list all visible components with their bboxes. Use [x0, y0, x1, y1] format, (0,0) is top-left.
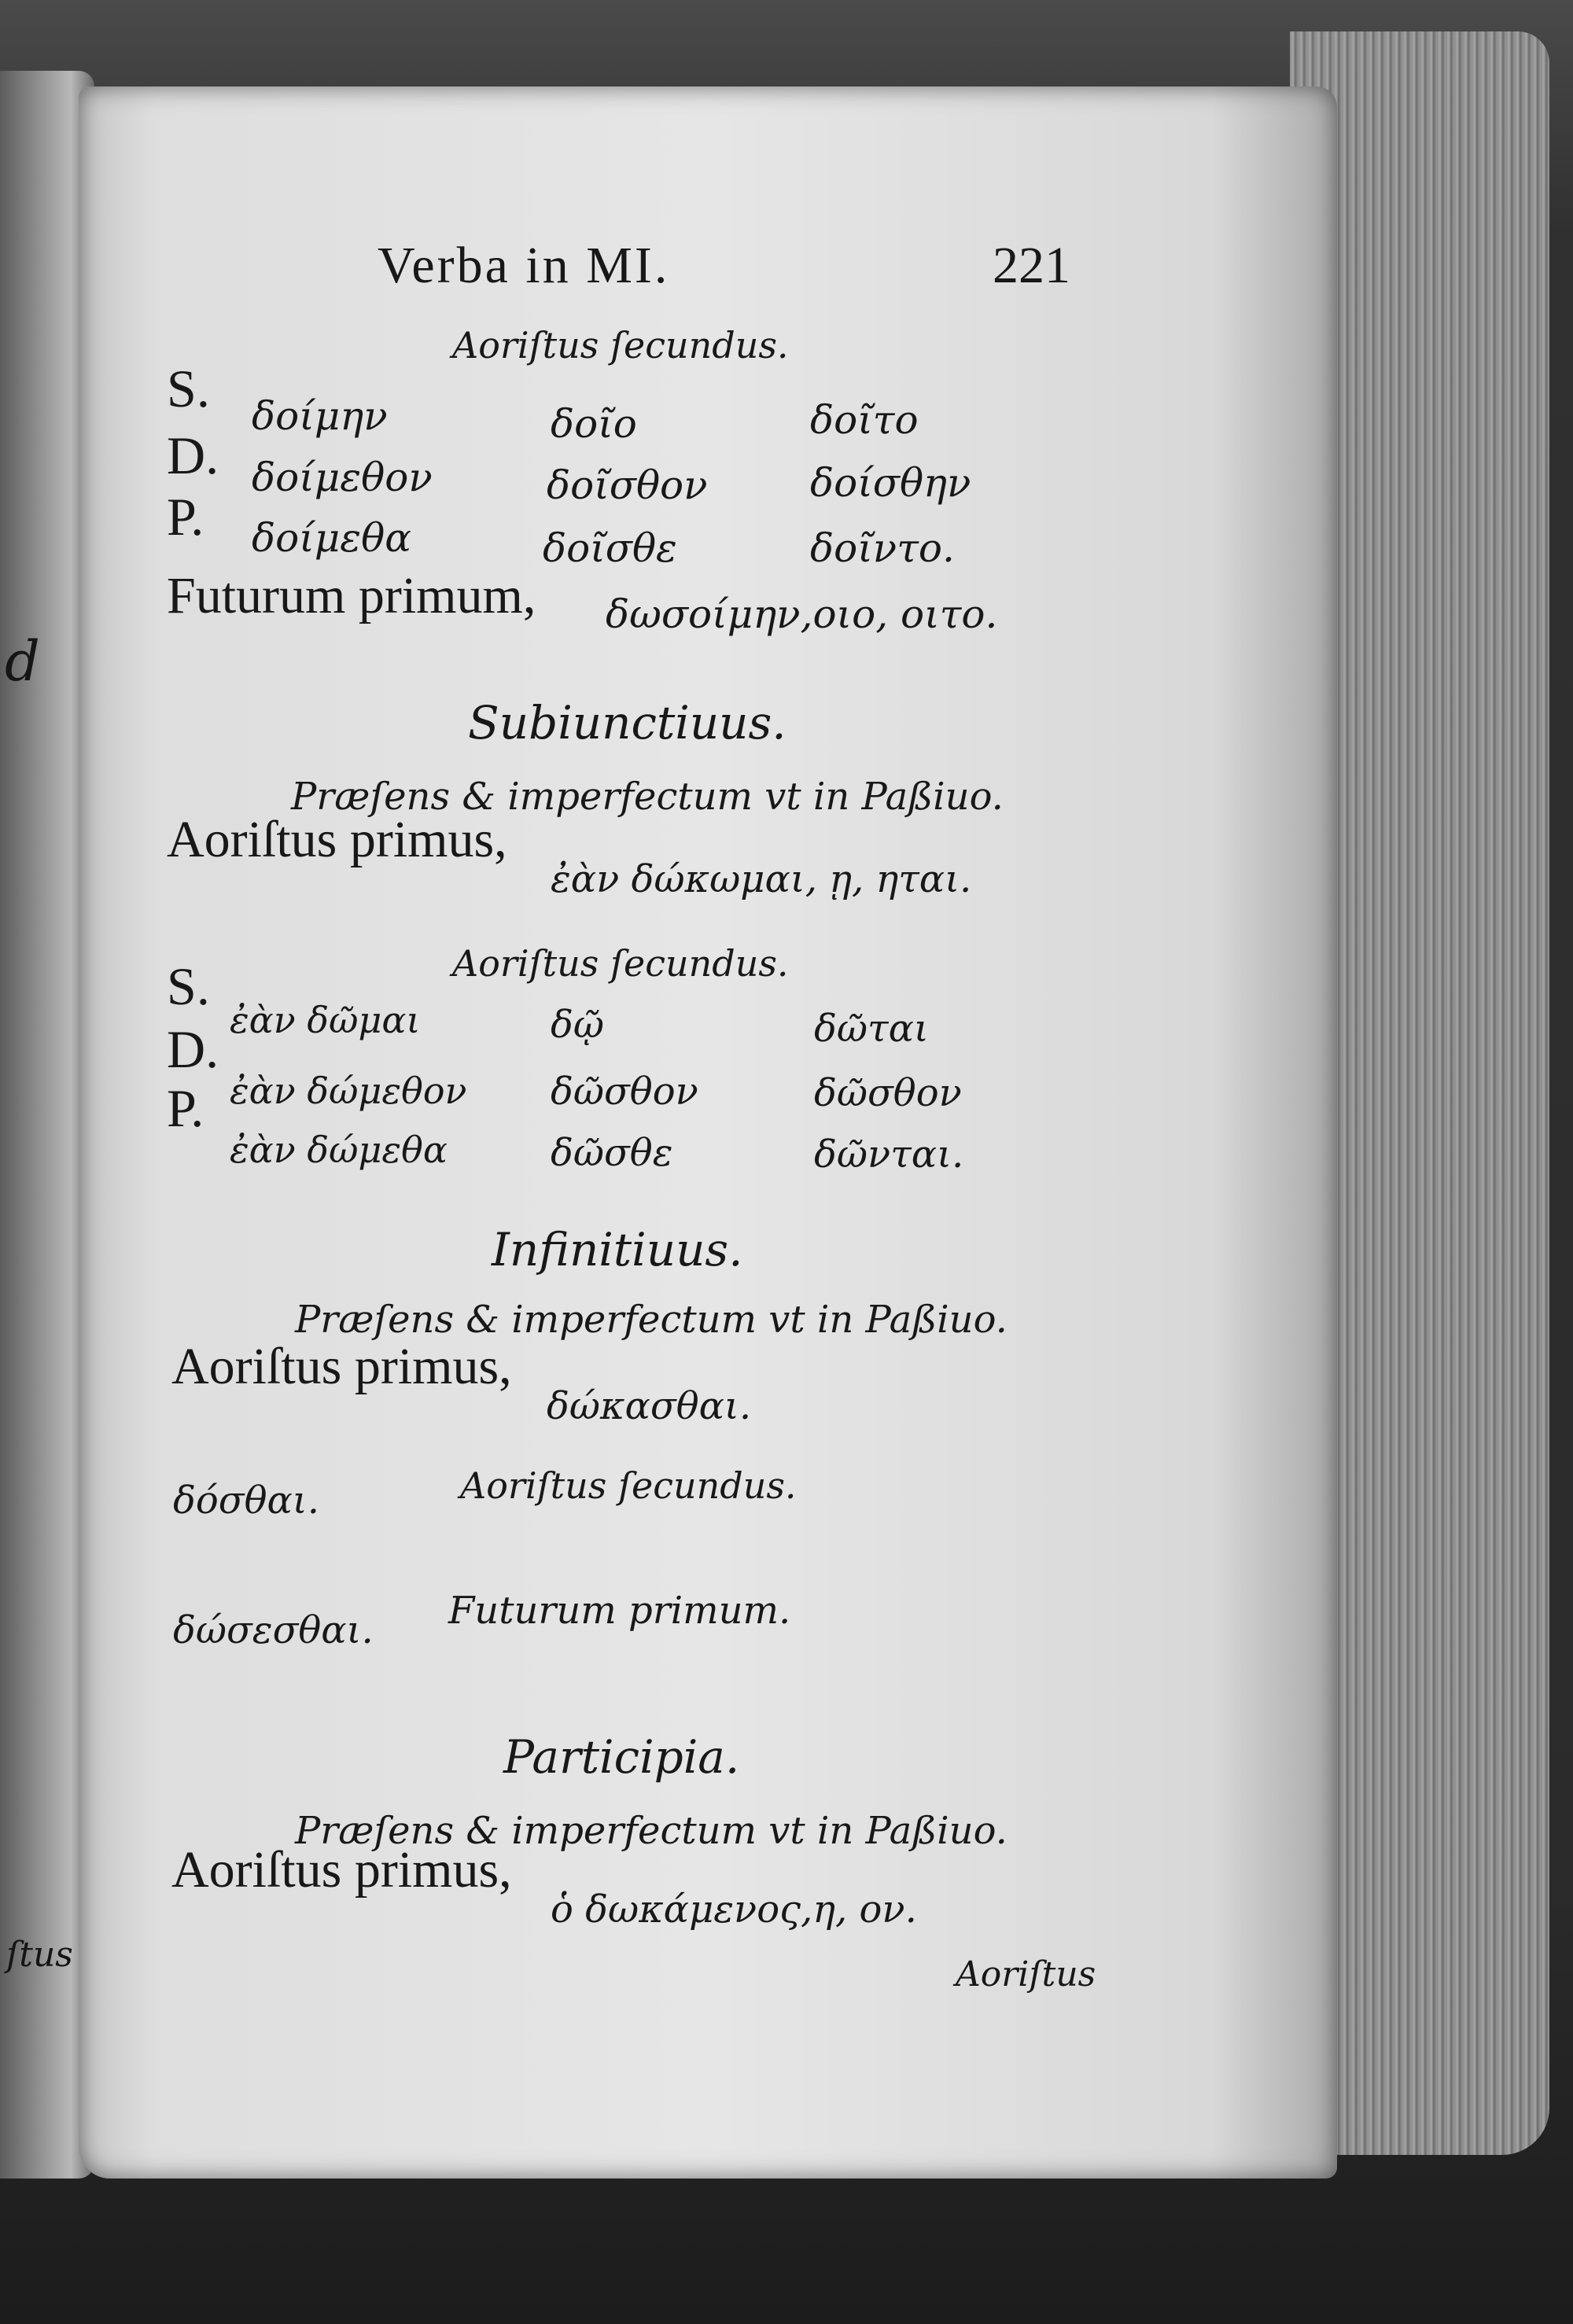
running-title: Verba in MI.	[378, 237, 670, 294]
aorist-primus-label: Aoriſtus primus,	[167, 811, 507, 868]
aorist-primus-label: Aoriſtus primus,	[171, 1841, 512, 1899]
greek-form: δοῖσθε	[543, 525, 677, 571]
greek-form: δῷ	[551, 1003, 605, 1047]
number-label-plural: P.	[167, 487, 204, 547]
greek-form: δοῖντο.	[810, 525, 955, 571]
greek-form: ἐὰν δώμεθα	[230, 1129, 448, 1171]
greek-form: δοῖσθον	[547, 462, 708, 508]
section-subheading: Aoriſtus ſecundus.	[452, 324, 789, 366]
greek-form: δῶνται.	[814, 1133, 964, 1177]
greek-form: δοῖτο	[810, 397, 919, 443]
greek-form: ἐὰν δώμεθον	[230, 1070, 467, 1112]
greek-form: δοίσθην	[810, 460, 971, 506]
futurum-greek: δωσοίμην,οιο, οιτο.	[606, 591, 998, 637]
section-subheading: Aoriſtus ſecundus.	[460, 1464, 797, 1507]
number-label-singular: S.	[167, 359, 210, 418]
number-label-singular: S.	[167, 956, 210, 1016]
greek-form: δῶσθε	[551, 1131, 673, 1175]
mood-heading-participia: Participia.	[503, 1730, 740, 1784]
left-page-fragment: d	[5, 629, 40, 694]
aorist-primus-greek: ὁ δωκάμενος,η, ον.	[551, 1888, 917, 1932]
left-page-fragment: ſtus	[6, 1935, 73, 1975]
mood-heading-infinitivus: Infinitiuus.	[492, 1223, 743, 1276]
section-subheading: Aoriſtus ſecundus.	[452, 942, 789, 985]
page-number: 221	[993, 237, 1070, 294]
greek-form: δοίμεθα	[252, 515, 412, 561]
aorist-primus-greek: δώκασθαι.	[547, 1384, 752, 1428]
aorist-primus-greek: ἐὰν δώκωμαι, ῃ, ηται.	[551, 857, 972, 901]
mood-heading-subiunctivus: Subiunctiuus.	[468, 696, 786, 749]
greek-form: δῶσθον	[551, 1070, 698, 1114]
greek-form: δοίμεθον	[252, 455, 433, 500]
greek-form: δῶσθον	[814, 1071, 962, 1115]
greek-form: δοῖο	[551, 401, 637, 447]
praesens-note: Præſens & imperfectum vt in Paßiuo.	[295, 1298, 1008, 1342]
greek-form: δώσεσθαι.	[173, 1608, 374, 1652]
catchword: Aoriſtus	[956, 1954, 1096, 1994]
number-label-dual: D.	[167, 1019, 219, 1079]
futurum-label: Futurum primum,	[167, 567, 536, 624]
praesens-note: Præſens & imperfectum vt in Paßiuo.	[295, 1809, 1008, 1853]
greek-form: ἐὰν δῶμαι	[230, 999, 421, 1041]
greek-form: δόσθαι.	[173, 1479, 319, 1523]
aorist-primus-label: Aoriſtus primus,	[171, 1338, 512, 1395]
greek-form: δοίμην	[252, 393, 388, 439]
section-subheading: Futurum primum.	[448, 1589, 791, 1633]
praesens-note: Præſens & imperfectum vt in Paßiuo.	[291, 775, 1004, 819]
number-label-plural: P.	[167, 1078, 204, 1138]
number-label-dual: D.	[167, 425, 219, 485]
greek-form: δῶται	[814, 1007, 929, 1051]
